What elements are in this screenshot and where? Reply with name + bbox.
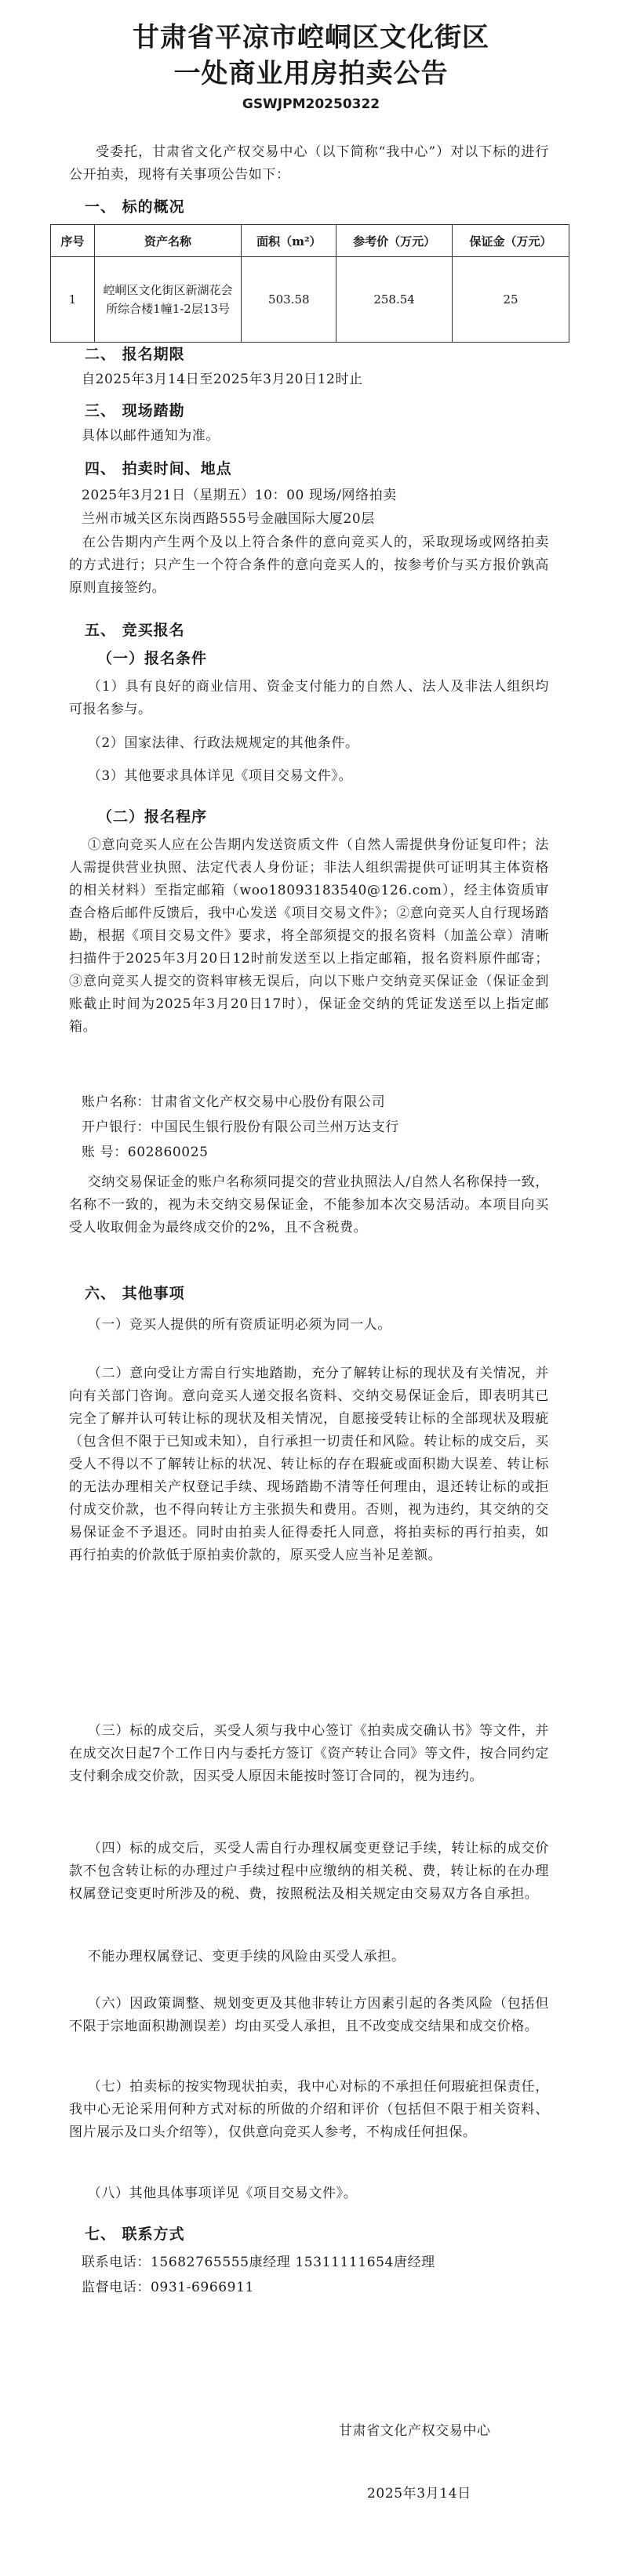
section-3-heading: 三、 现场踏勘	[85, 402, 185, 419]
bank-account-name: 账户名称：甘肃省文化产权交易中心股份有限公司	[82, 1094, 386, 1110]
contact-phone: 联系电话：15682765555康经理 15311111654唐经理	[82, 2255, 435, 2270]
section-1-heading: 一、 标的概况	[85, 198, 185, 216]
title-line-2: 一处商业用房拍卖公告	[173, 58, 449, 89]
other-item-7: （七）拍卖标的按实物现状拍卖，我中心对标的不承担任何瑕疵担保责任，我中心无论采用何种方式对标的所做的介绍和评价（包括但不限于相关资料、图片展示及口头介绍等），仅供意向竞买人参考，不构成任何担保。	[69, 2079, 549, 2140]
other-item-1: （一）竞买人提供的所有资质证明必须为同一人。	[87, 1317, 391, 1333]
condition-1: （1）具有良好的商业信用、资金支付能力的自然人、法人及非法人组织均可报名参与。	[69, 679, 549, 717]
auction-table	[50, 224, 569, 343]
section-4-heading: 四、 拍卖时间、地点	[85, 460, 232, 477]
title-line-1: 甘肃省平凉市崆峒区文化街区	[133, 22, 489, 53]
col-header-price: 参考价（万元）	[336, 225, 453, 257]
cell-name: 崆峒区文化街区新湖花会所综合楼1幢1-2层13号	[94, 257, 242, 343]
col-header-area: 面积（m²）	[242, 225, 336, 257]
auction-location: 兰州市城关区东岗西路555号金融国际大厦20层	[82, 511, 375, 527]
registration-procedure-text: ①意向竞买人应在公告期内发送资质文件（自然人需提供身份证复印件；法人需提供营业执照、法定代表人身份证；非法人组织需提供可证明其主体资格的相关材料）至指定邮箱（woo18093183540@126.com），经主体资质审查合格后邮件反馈后，我中心发送《项目交易文件》；②意向竞买人自行现场踏勘，根据《项目交易文件》要求，将全部须提交的报名资料（加盖公章）清晰扫描件于2025年3月20日12时前发送至以上指定邮箱，报名资料原件邮寄；③意向竞买人提交的资料审核无误后，向以下账户交纳竞买保证金（保证金到账截止时间为2025年3月20日17时），保证金交纳的凭证发送至以上指定邮箱。	[69, 837, 549, 1035]
section-6-heading: 六、 其他事项	[85, 1285, 185, 1302]
cell-no: 1	[51, 257, 95, 343]
bank-account-number: 账 号：602860025	[82, 1145, 209, 1160]
site-inspection-text: 具体以邮件通知为准。	[82, 428, 220, 444]
other-item-6: （六）因政策调整、规划变更及其他非转让方因素引起的各类风险（包括但不限于宗地面积勘测误差）均由买受人承担，且不改变成交结果和成交价格。	[69, 1996, 549, 2034]
deposit-note: 交纳交易保证金的账户名称须同提交的营业执照法人/自然人名称保持一致，名称不一致的，视为未交纳交易保证金，不能参加本次交易活动。本项目向买受人收取佣金为最终成交价的2%，且不含税费。	[69, 1174, 549, 1235]
col-header-name: 资产名称	[94, 225, 242, 257]
signature-organization: 甘肃省文化产权交易中心	[339, 2423, 491, 2439]
registration-period: 自2025年3月14日至2025年3月20日12时止	[82, 372, 363, 387]
other-item-3: （三）标的成交后，买受人须与我中心签订《拍卖成交确认书》等文件，并在成交次日起7个工作日内与委托方签订《资产转让合同》等文件，按合同约定支付剩余成交价款，因买受人原因未能按时签订合同的，视为违约。	[69, 1723, 549, 1784]
other-item-8: （八）其他具体事项详见《项目交易文件》。	[87, 2186, 358, 2201]
intro-paragraph: 受委托，甘肃省文化产权交易中心（以下简称“我中心”）对以下标的进行公开拍卖，现将有关事项公告如下：	[69, 144, 549, 183]
cell-deposit: 25	[452, 257, 569, 343]
section-2-heading: 二、 报名期限	[85, 346, 185, 363]
cell-area: 503.58	[242, 257, 336, 343]
auction-time: 2025年3月21日（星期五）10：00 现场/网络拍卖	[82, 488, 397, 503]
condition-3: （3）其他要求具体详见《项目交易文件》。	[87, 768, 353, 784]
bank-name: 开户银行：中国民生银行股份有限公司兰州万达支行	[82, 1119, 399, 1135]
condition-2: （2）国家法律、行政法规规定的其他条件。	[87, 735, 359, 751]
auction-method-paragraph: 在公告期内产生两个及以上符合条件的意向竞买人的，采取现场或网络拍卖的方式进行；只产生一个符合条件的意向竞买人的，按参考价与买方报价孰高原则直接签约。	[69, 535, 549, 596]
section-7-heading: 七、 联系方式	[85, 2226, 185, 2243]
cell-price: 258.54	[336, 257, 453, 343]
supervision-phone: 监督电话：0931-6966911	[82, 2280, 254, 2295]
col-header-deposit: 保证金（万元）	[452, 225, 569, 257]
signature-date: 2025年3月14日	[367, 2486, 471, 2502]
table-row	[51, 257, 569, 343]
registration-conditions-heading: （一）报名条件	[97, 650, 208, 667]
other-item-risk: 不能办理权属登记、变更手续的风险由买受人承担。	[87, 1949, 406, 1965]
other-item-4: （四）标的成交后，买受人需自行办理权属变更登记手续，转让标的成交价款不包含转让标的办理过户手续过程中应缴纳的相关税、费，转让标的在办理权属登记变更时所涉及的税、费，按照税法及相关规定由交易双方各自承担。	[69, 1841, 549, 1902]
registration-procedure-heading: （二）报名程序	[97, 808, 208, 825]
section-5-heading: 五、 竞买报名	[85, 622, 185, 639]
notice-code: GSWJPM20250322	[242, 96, 380, 112]
other-item-2: （二）意向受让方需自行实地踏勘，充分了解转让标的现状及有关情况，并向有关部门咨询。意向竞买人递交报名资料、交纳交易保证金后，即表明其已完全了解并认可转让标的现状及相关情况，自愿接受转让标的全部现状及瑕疵（包含但不限于已知或未知），自行承担一切责任和风险。转让标的成交后，买受人不得以不了解转让标的状况、转让标的存在瑕疵或面积勘大误差、转让标的无法办理相关产权登记手续、现场踏勘不清等任何理由，退还转让标的或拒付成交价款，也不得向转让方主张损失和费用。否则，视为违约，其交纳的交易保证金不予退还。同时由拍卖人征得委托人同意，将拍卖标的再行拍卖，如再行拍卖的价款低于原拍卖价款的，原买受人应当补足差额。	[69, 1366, 549, 1563]
table-header-row	[51, 225, 569, 257]
col-header-no: 序号	[51, 225, 95, 257]
